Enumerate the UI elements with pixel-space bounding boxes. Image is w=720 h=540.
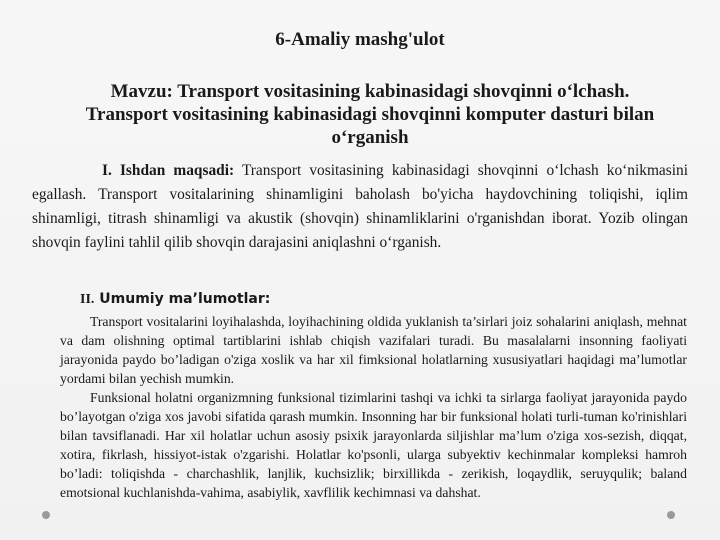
decorative-dot-left (42, 511, 50, 519)
slide-title: 6-Amaliy mashg'ulot (275, 29, 445, 50)
decorative-dot-right (667, 511, 675, 519)
section-1-paragraph (32, 159, 688, 255)
section-2-title: Umumiy ma’lumotlar: (94, 291, 271, 307)
section-2-paragraph-2: Funksional holatni organizmning funksional tizimlarini tashqi va ichki ta sirlarga faoliyat jarayonida paydo bo’layotgan o'ziga xos javobi sifatida qarash mumkin. Insonning har bir funksional holati turli-tuman ko'rinishlari bilan tavsiflanadi. Har xil holatlar uchun asosiy psixik jarayonlarda siljishlar ma’lum o'ziga xos-sezish, diqqat, xotira, fikrlash, hissiyot-istak o'zgarishi. Holatlar ko'psonli, ularga subyektiv kechinmalar kompleksi hamroh bo’ladi: toliqishda - charchashlik, lanjlik, kuchsizlik; birxillikda - zerikish, loqaydlik, seruyqulik; baland emotsional kuchlanishda-vahima, asabiylik, xavflilik kechimnasi va dahshat. (60, 390, 687, 500)
section-2-paragraph-1: Transport vositalarini loyihalashda, loyihachining oldida yuklanish ta’sirlari joiz sohalarini aniqlash, mehnat va dam olishning optimal tartiblarini ishlab chiqish vazifalari turadi. Bu masalalarni insonning faoliyati jarayonida paydo bo’ladigan o'ziga xoslik va har xil fimksional holatlarning xususiyatlari haqidagi ma’lumotlar yordami bilan yechish mumkin. (60, 314, 687, 386)
section-2-number: II. (80, 292, 95, 307)
section-2-heading (80, 290, 270, 309)
slide-topic: Mavzu: Transport vositasining kabinasidagi shovqinni o‘lchash. Transport vositasining kabinasidagi shovqinni komputer dasturi bilan o‘rganish (85, 81, 655, 148)
section-1-text: Transport vositasining kabinasidagi shovqinni o‘lchash ko‘nikmasini egallash. Transport vositalarining shinamligini baholash bo'yicha haydovchining toliqishi, iqlim shinamligi, titrash shinamligi va akustik (shovqin) shinamliklarini o'rganishdan iborat. Yozib olingan shovqin faylini tahlil qilib shovqin darajasini aniqlashni o‘rganish. (32, 162, 689, 251)
section-1-heading: I. Ishdan maqsadi: (102, 162, 235, 179)
